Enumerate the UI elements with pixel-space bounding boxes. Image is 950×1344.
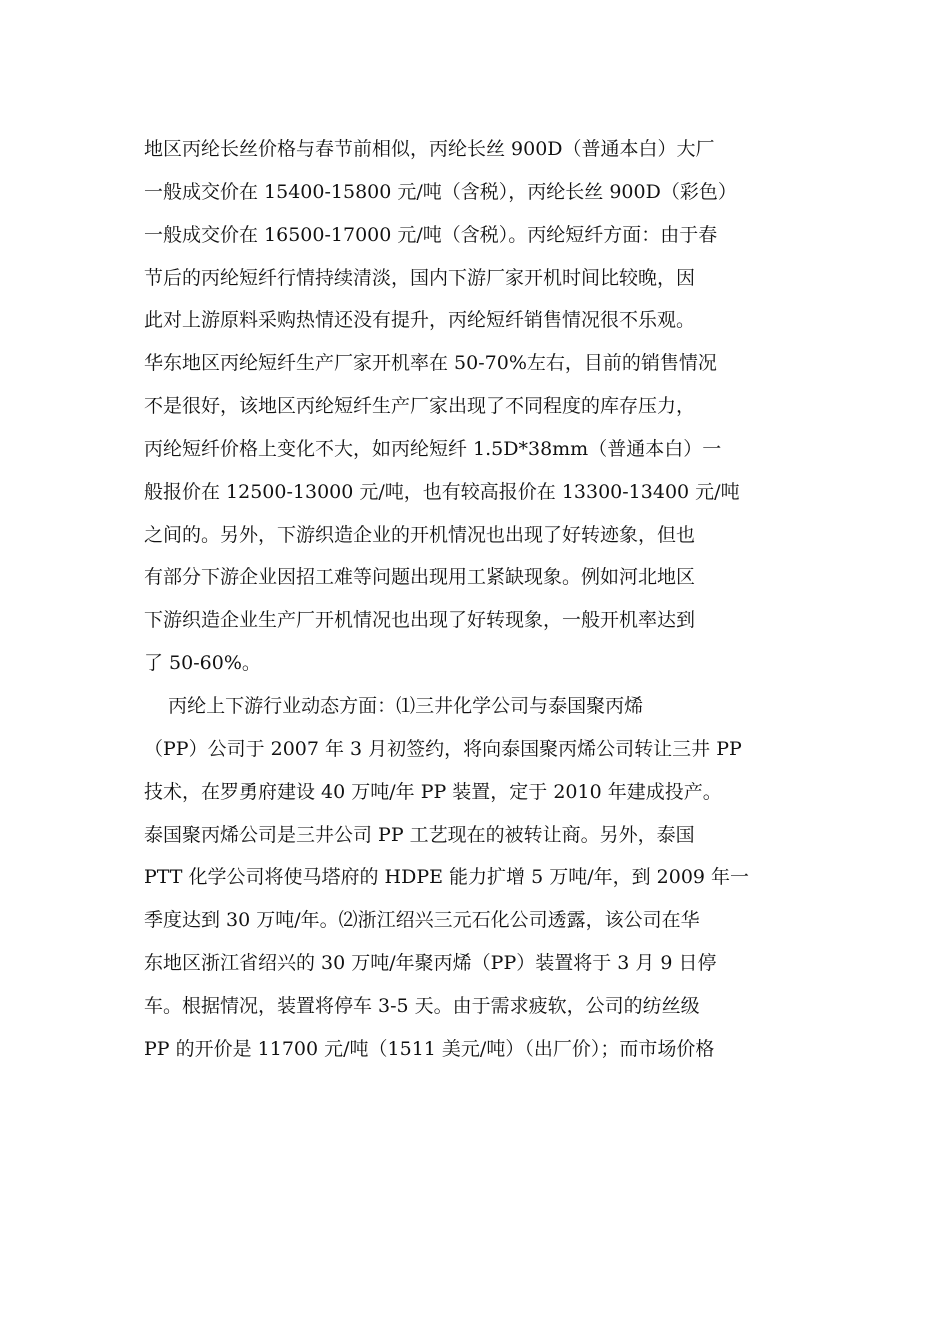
text-line: 一般成交价在 16500-17000 元/吨（含税）。丙纶短纤方面：由于春 — [144, 223, 718, 246]
text-line: 车。根据情况，装置将停车 3-5 天。由于需求疲软，公司的纺丝级 — [144, 994, 700, 1017]
paragraph-1 — [144, 128, 812, 685]
text-line: 东地区浙江省绍兴的 30 万吨/年聚丙烯（PP）装置将于 3 月 9 日停 — [144, 952, 717, 975]
text-line: 季度达到 30 万吨/年。⑵浙江绍兴三元石化公司透露，该公司在华 — [144, 909, 700, 932]
text-line: 此对上游原料采购热情还没有提升，丙纶短纤销售情况很不乐观。 — [144, 309, 696, 332]
text-line: 节后的丙纶短纤行情持续清淡，国内下游厂家开机时间比较晚，因 — [144, 266, 696, 289]
text-line: 之间的。另外，下游织造企业的开机情况也出现了好转迹象，但也 — [144, 523, 696, 546]
text-line: PTT 化学公司将使马塔府的 HDPE 能力扩增 5 万吨/年，到 2009 年一 — [144, 866, 750, 889]
text-line: 泰国聚丙烯公司是三井公司 PP 工艺现在的被转让商。另外，泰国 — [144, 823, 695, 846]
body-text — [144, 128, 812, 1071]
text-line: 不是很好，该地区丙纶短纤生产厂家出现了不同程度的库存压力， — [144, 395, 696, 418]
text-line: 下游织造企业生产厂开机情况也出现了好转现象，一般开机率达到 — [144, 609, 696, 632]
text-line: 一般成交价在 15400-15800 元/吨（含税），丙纶长丝 900D（彩色） — [144, 180, 737, 203]
text-line: 有部分下游企业因招工难等问题出现用工紧缺现象。例如河北地区 — [144, 566, 696, 589]
paragraph-2 — [144, 685, 812, 1071]
text-line: （PP）公司于 2007 年 3 月初签约，将向泰国聚丙烯公司转让三井 PP — [144, 737, 742, 760]
text-line: 技术，在罗勇府建设 40 万吨/年 PP 装置，定于 2010 年建成投产。 — [144, 780, 722, 803]
text-line: 了 50-60%。 — [144, 652, 261, 675]
text-line: PP 的开价是 11700 元/吨（1511 美元/吨）（出厂价）；而市场价格 — [144, 1037, 715, 1060]
text-line: 般报价在 12500-13000 元/吨，也有较高报价在 13300-13400 元/吨 — [144, 480, 740, 503]
text-line: 地区丙纶长丝价格与春节前相似，丙纶长丝 900D（普通本白）大厂 — [144, 138, 715, 160]
text-line: 丙纶上下游行业动态方面：⑴三井化学公司与泰国聚丙烯 — [144, 694, 644, 717]
text-line: 华东地区丙纶短纤生产厂家开机率在 50-70%左右，目前的销售情况 — [144, 352, 717, 375]
text-line: 丙纶短纤价格上变化不大，如丙纶短纤 1.5D*38mm（普通本白）一 — [144, 437, 722, 460]
